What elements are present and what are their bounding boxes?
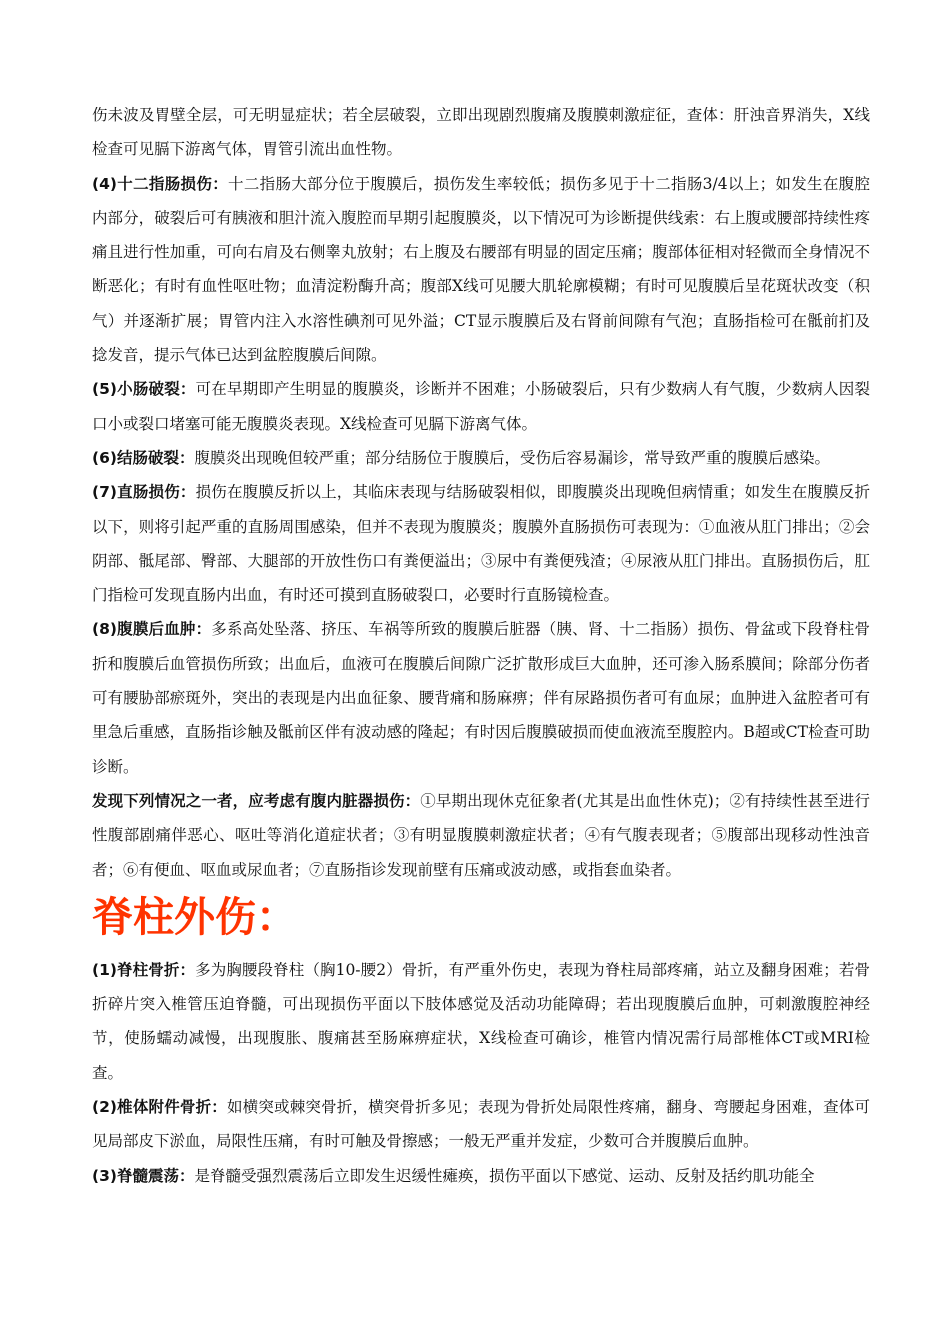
paragraph-stomach-continued [92, 98, 870, 167]
paragraph-abdominal-organ-signs [92, 784, 870, 887]
section-heading-spine-trauma: 脊柱外伤： [92, 892, 297, 941]
paragraph-vertebral-appendage-fracture [92, 1090, 870, 1159]
paragraph-text: ①早期出现休克征象者(尤其是出血性休克)；②有持续性甚至进行性腹部剧痛伴恶心、呕吐等消化道症状者；③有明显腹膜刺激症状者；④有气腹表现者；⑤腹部出现移动性浊音者；⑥有便血、呕血或尿血者；⑦直肠指诊发现前壁有压痛或波动感，或指套血染者。 [92, 791, 870, 879]
paragraph-text: 腹膜炎出现晚但较严重；部分结肠位于腹膜后，受伤后容易漏诊，常导致严重的腹膜后感染。 [194, 448, 830, 467]
paragraph-spine-fracture [92, 953, 870, 1090]
paragraph-rectum-injury [92, 475, 870, 612]
paragraph-retroperitoneal-hematoma [92, 612, 870, 783]
paragraph-spinal-cord-concussion [92, 1159, 870, 1193]
paragraph-lead: (2)椎体附件骨折： [92, 1098, 227, 1117]
paragraph-text: 伤未波及胃壁全层，可无明显症状；若全层破裂，立即出现剧烈腹痛及腹膜刺激症征，查体：肝浊音界消失，X线检查可见膈下游离气体，胃管引流出血性物。 [92, 106, 870, 159]
paragraph-text: 如横突或棘突骨折，横突骨折多见；表现为骨折处局限性疼痛，翻身、弯腰起身困难，查体可见局部皮下淤血，局限性压痛，有时可触及骨擦感；一般无严重并发症，少数可合并腹膜后血肿。 [92, 1098, 870, 1151]
paragraph-text: 可在早期即产生明显的腹膜炎，诊断并不困难；小肠破裂后，只有少数病人有气腹，少数病人因裂口小或裂口堵塞可能无腹膜炎表现。X线检查可见膈下游离气体。 [92, 380, 870, 433]
paragraph-lead: (8)腹膜后血肿： [92, 620, 212, 639]
paragraph-colon-rupture [92, 441, 870, 475]
paragraph-duodenum-injury [92, 167, 870, 373]
paragraph-lead: 发现下列情况之一者，应考虑有腹内脏器损伤： [92, 791, 421, 810]
paragraph-lead: (1)脊柱骨折： [92, 960, 196, 979]
paragraph-lead: (7)直肠损伤： [92, 483, 196, 502]
paragraph-text: 十二指肠大部分位于腹膜后，损伤发生率较低；损伤多见于十二指肠3/4以上；如发生在腹腔内部分，破裂后可有胰液和胆汁流入腹腔而早期引起腹膜炎，以下情况可为诊断提供线索：右上腹或腰部持续性疼痛且进行性加重，可向右肩及右侧睾丸放射；右上腹及右腰部有明显的固定压痛；腹部体征相对轻微而全身情况不断恶化；有时有血性呕吐物；血清淀粉酶升高；腹部X线可见腰大肌轮廓模糊；有时可见腹膜后呈花斑状改变（积气）并逐渐扩展；胃管内注入水溶性碘剂可见外溢；CT显示腹膜后及右肾前间隙有气泡；直肠指检可在骶前扪及捻发音，提示气体已达到盆腔腹膜后间隙。 [92, 174, 870, 365]
paragraph-small-intestine-rupture [92, 372, 870, 441]
paragraph-text: 是脊髓受强烈震荡后立即发生迟缓性瘫痪，损伤平面以下感觉、运动、反射及括约肌功能全 [194, 1166, 815, 1185]
paragraph-text: 多为胸腰段脊柱（胸10-腰2）骨折，有严重外伤史，表现为脊柱局部疼痛，站立及翻身困难；若骨折碎片突入椎管压迫脊髓，可出现损伤平面以下肢体感觉及活动功能障碍；若出现腹膜后血肿，可刺激腹腔神经节，使肠蠕动减慢，出现腹胀、腹痛甚至肠麻痹症状，X线检查可确诊，椎管内情况需行局部椎体CT或MRI检查。 [92, 960, 870, 1082]
page-content [92, 98, 870, 1193]
paragraph-text: 多系高处坠落、挤压、车祸等所致的腹膜后脏器（胰、肾、十二指肠）损伤、骨盆或下段脊柱骨折和腹膜后血管损伤所致；出血后，血液可在腹膜后间隙广泛扩散形成巨大血肿，还可渗入肠系膜间；除部分伤者可有腰胁部瘀斑外，突出的表现是内出血征象、腰背痛和肠麻痹；伴有尿路损伤者可有血尿；血肿进入盆腔者可有里急后重感，直肠指诊触及骶前区伴有波动感的隆起；有时因后腹膜破损而使血液流至腹腔内。B超或CT检查可助诊断。 [92, 620, 870, 776]
paragraph-lead: (3)脊髓震荡： [92, 1166, 195, 1185]
paragraph-lead: (5)小肠破裂： [92, 380, 196, 399]
paragraph-text: 损伤在腹膜反折以上，其临床表现与结肠破裂相似，即腹膜炎出现晚但病情重；如发生在腹膜反折以下，则将引起严重的直肠周围感染，但并不表现为腹膜炎；腹膜外直肠损伤可表现为：①血液从肛门排出；②会阴部、骶尾部、臀部、大腿部的开放性伤口有粪便溢出；③尿中有粪便残渣；④尿液从肛门排出。直肠损伤后，肛门指检可发现直肠内出血，有时还可摸到直肠破裂口，必要时行直肠镜检查。 [92, 483, 870, 605]
paragraph-lead: (4)十二指肠损伤： [92, 174, 229, 193]
paragraph-lead: (6)结肠破裂： [92, 448, 195, 467]
